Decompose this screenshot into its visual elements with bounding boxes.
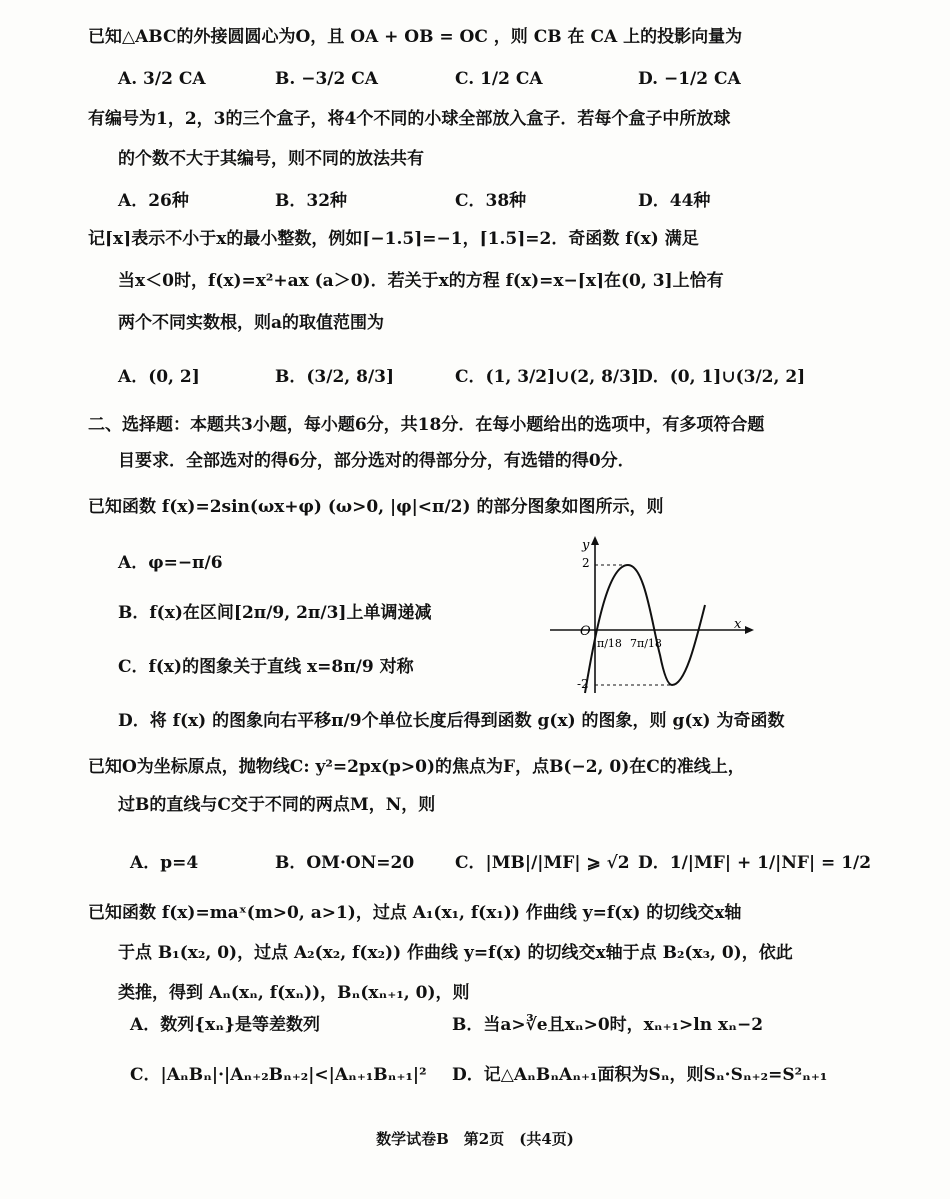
q9-sine-graph	[550, 535, 755, 695]
q8-option-c: C．(1, 3/2]∪(2, 8/3]	[455, 367, 640, 387]
tick-pi-18: π/18	[597, 637, 622, 650]
q11-line3: 类推，得到 Aₙ(xₙ, f(xₙ))，Bₙ(xₙ₊₁, 0)，则	[118, 983, 470, 1003]
q9-stem: 已知函数 f(x)=2sin(ωx+φ) (ω>0, |φ|<π/2) 的部分图象如图所示，则	[88, 497, 664, 517]
q6-option-c: C. 1/2 CA	[455, 69, 543, 89]
q8-line3: 两个不同实数根，则a的取值范围为	[118, 313, 385, 333]
q9-option-b: B．f(x)在区间[2π/9, 2π/3]上单调递减	[118, 603, 432, 623]
q8-option-a: A．(0, 2]	[118, 367, 200, 387]
q11-option-a: A．数列{xₙ}是等差数列	[130, 1015, 321, 1035]
sine-curve	[585, 565, 705, 693]
q7-line1: 有编号为1，2，3的三个盒子，将4个不同的小球全部放入盒子．若每个盒子中所放球	[88, 109, 731, 129]
q7-line2: 的个数不大于其编号，则不同的放法共有	[118, 149, 424, 169]
q10-line2: 过B的直线与C交于不同的两点M，N，则	[118, 795, 436, 815]
q7-option-a: A．26种	[118, 191, 189, 211]
q10-line1: 已知O为坐标原点，抛物线C: y²=2px(p>0)的焦点为F，点B(−2, 0)在C的准线上，	[88, 757, 745, 777]
y-max-label: 2	[582, 556, 590, 570]
q10-option-a: A．p=4	[130, 853, 199, 873]
y-axis-arrow	[591, 536, 599, 545]
q10-option-b: B．OM·ON=20	[275, 853, 415, 873]
x-label: x	[734, 617, 742, 632]
q6-option-d: D. −1/2 CA	[638, 69, 741, 89]
q10-option-d: D．1/|MF| + 1/|NF| = 1/2	[638, 853, 872, 873]
q8-line2: 当x＜0时，f(x)=x²+ax (a＞0)．若关于x的方程 f(x)=x−⌈x⌉在(0, 3]上恰有	[118, 271, 724, 291]
q7-option-d: D．44种	[638, 191, 711, 211]
q9-option-a: A．φ=−π/6	[118, 553, 223, 573]
y-label: y	[582, 538, 590, 553]
q11-option-c: C．|AₙBₙ|·|Aₙ₊₂Bₙ₊₂|<|Aₙ₊₁Bₙ₊₁|²	[130, 1065, 427, 1085]
q8-option-b: B．(3/2, 8/3]	[275, 367, 395, 387]
tick-7pi-18: 7π/18	[630, 637, 662, 650]
q9-option-d: D．将 f(x) 的图象向右平移π/9个单位长度后得到函数 g(x) 的图象，则 g(x) 为奇函数	[118, 711, 785, 731]
q11-line2: 于点 B₁(x₂, 0)，过点 A₂(x₂, f(x₂)) 作曲线 y=f(x) 的切线交x轴于点 B₂(x₃, 0)，依此	[118, 943, 793, 963]
x-axis-arrow	[745, 626, 754, 634]
q6-option-a: A. 3/2 CA	[118, 69, 206, 89]
q6-stem	[88, 26, 742, 48]
page-footer: 数学试卷B 第2页 (共4页)	[376, 1130, 574, 1148]
section2-instructions: 目要求．全部选对的得6分，部分选对的得部分分，有选错的得0分．	[118, 451, 635, 471]
q9-option-c: C．f(x)的图象关于直线 x=8π/9 对称	[118, 657, 414, 677]
section2-heading: 二、选择题：本题共3小题，每小题6分，共18分．在每小题给出的选项中，有多项符合题	[88, 415, 765, 435]
q7-option-b: B．32种	[275, 191, 348, 211]
q11-option-b: B．当a>∛e且xₙ>0时，xₙ₊₁>ln xₙ−2	[452, 1015, 764, 1035]
q10-option-c: C．|MB|/|MF| ⩾ √2	[455, 853, 630, 873]
q11-option-d: D．记△AₙBₙAₙ₊₁面积为Sₙ，则Sₙ·Sₙ₊₂=S²ₙ₊₁	[452, 1065, 828, 1085]
q6-text: 已知△ABC的外接圆圆心为O，且 OA + OB = OC ，则 CB 在 CA 上的投影向量为	[88, 27, 743, 47]
q11-line1: 已知函数 f(x)=maˣ(m>0, a>1)，过点 A₁(x₁, f(x₁)) 作曲线 y=f(x) 的切线交x轴	[88, 903, 742, 923]
q8-line1: 记⌈x⌉表示不小于x的最小整数，例如⌈−1.5⌉=−1，⌈1.5⌉=2．奇函数 f(x) 满足	[88, 229, 699, 249]
q7-option-c: C．38种	[455, 191, 527, 211]
q6-option-b: B. −3/2 CA	[275, 69, 378, 89]
q8-option-d: D．(0, 1]∪(3/2, 2]	[638, 367, 806, 387]
y-min-label: -2	[577, 677, 589, 691]
origin-label: O	[580, 624, 591, 639]
